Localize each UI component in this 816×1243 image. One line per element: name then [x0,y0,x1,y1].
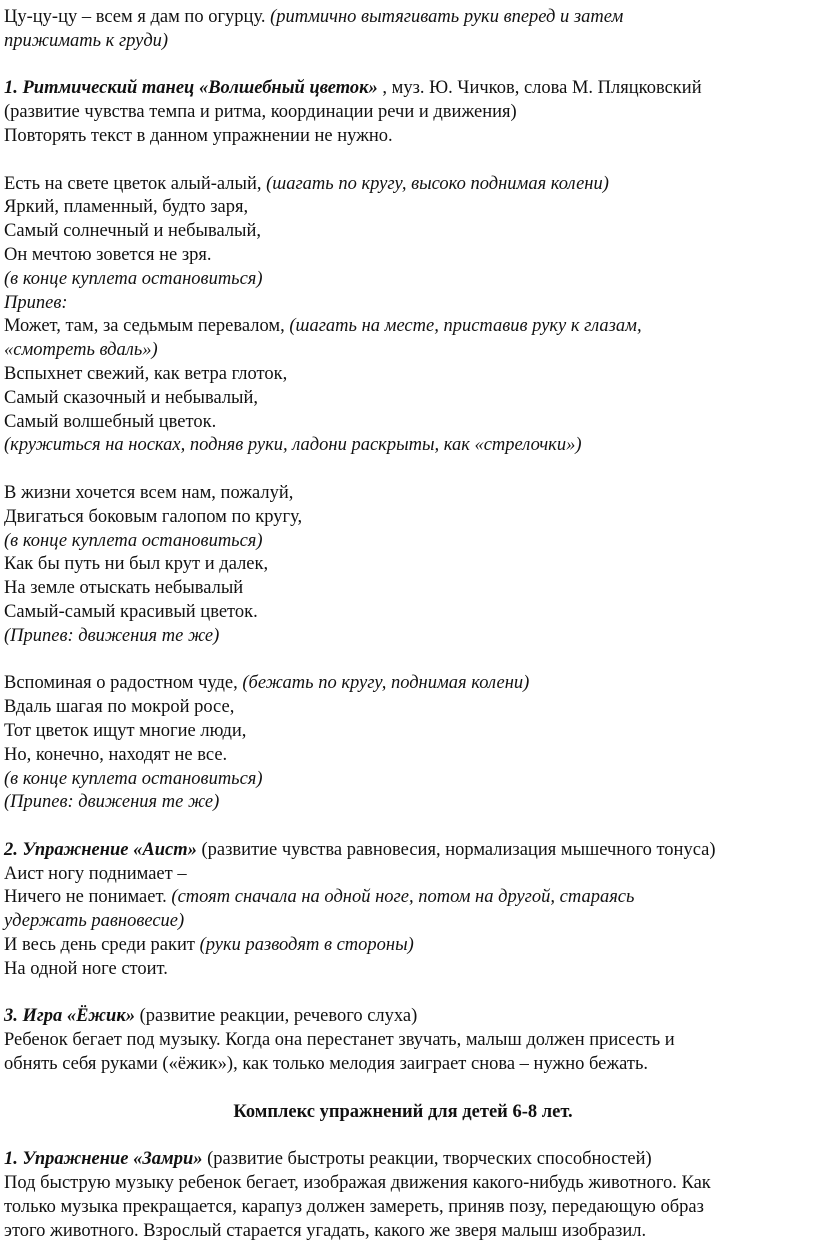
ex3-title: 3. Игра «Ёжик» [4,1006,135,1027]
ex1-title: 1. Ритмический танец «Волшебный цветок» [4,78,378,99]
verse2-line-1: В жизни хочется всем нам, пожалуй, [4,482,294,503]
verse2-line-5: Самый-самый красивый цветок. [4,601,258,622]
chorus-line-1 [4,315,802,339]
verse3-note: (бежать по кругу, поднимая колени) [242,673,530,694]
ex2-note-2: (руки разводят в стороны) [199,935,414,956]
verse2-stage-note-1: (в конце куплета остановиться) [4,530,263,551]
verse1-stage-note: (в конце куплета остановиться) [4,268,263,289]
verse3-stage-note-1: (в конце куплета остановиться) [4,768,263,789]
ex2-title: 2. Упражнение «Аист» [4,839,197,860]
ex2-text-2: И весь день среди ракит [4,935,200,956]
verse1-note: (шагать по кругу, высоко поднимая колени) [266,173,609,194]
ex3-line-2: обнять себя руками («ёжик»), как только мелодия заиграет снова – нужно бежать. [4,1054,649,1075]
verse1-text: Есть на свете цветок алый-алый, [4,173,267,194]
ex2-purpose: (развитие чувства равновесия, нормализация мышечного тонуса) [196,839,716,860]
section-title: Комплекс упражнений для детей 6-8 лет. [233,1101,573,1122]
ex2-note: (стоят сначала на одной ноге, потом на другой, стараясь [171,887,635,908]
ex2-line-5: На одной ноге стоит. [4,958,168,979]
ex1-credits: , муз. Ю. Чичков, слова М. Пляцковский [377,78,702,99]
chorus-stage-note: (кружиться на носках, подняв руки, ладони раскрыты, как «стрелочки») [4,435,582,456]
verse1-line-3: Самый солнечный и небывалый, [4,221,262,242]
intro-text: Цу-цу-цу – всем я дам по огурцу. [4,7,271,27]
chorus-line-3: Вспыхнет свежий, как ветра глоток, [4,363,288,384]
verse3-line-4: Но, конечно, находят не все. [4,744,228,765]
verse3-stage-note-2: (Припев: движения те же) [4,792,220,813]
ex2-heading [4,839,802,863]
ex1-instruction: Повторять текст в данном упражнении не нужно. [4,125,393,146]
chorus-line-5: Самый волшебный цветок. [4,411,217,432]
ex4-line-3: этого животного. Взрослый старается угадать, какого же зверя малыш изобразил. [4,1220,647,1241]
ex2-line-3: удержать равновесие) [4,911,185,932]
ex1-purpose: (развитие чувства темпа и ритма, координации речи и движения) [4,102,517,123]
ex4-line-1: Под быструю музыку ребенок бегает, изображая движения какого-нибудь животного. Как [4,1173,711,1194]
ex2-line-4 [4,934,802,958]
ex3-purpose: (развитие реакции, речевого слуха) [134,1006,418,1027]
chorus-note: (шагать на месте, приставив руку к глазам, [289,316,642,337]
ex2-text: Ничего не понимает. [4,887,172,908]
ex4-purpose: (развитие быстроты реакции, творческих способностей) [202,1149,652,1170]
verse3-line-3: Тот цветок ищут многие люди, [4,720,247,741]
verse2-line-4: На земле отыскать небывалый [4,578,244,599]
ex2-line-1: Аист ногу поднимает – [4,863,187,884]
ex4-title: 1. Упражнение «Замри» [4,1149,203,1170]
verse1-line-1 [4,173,802,197]
verse3-line-2: Вдаль шагая по мокрой росе, [4,697,235,718]
ex3-heading [4,1005,802,1029]
chorus-line-2: «смотреть вдаль») [4,340,158,361]
ex3-line-1: Ребенок бегает под музыку. Когда она перестанет звучать, малыш должен присесть и [4,1030,675,1051]
chorus-text: Может, там, за седьмым перевалом, [4,316,290,337]
verse3-text: Вспоминая о радостном чуде, [4,673,243,694]
intro-line-1 [4,6,802,30]
verse2-stage-note-2: (Припев: движения те же) [4,625,220,646]
ex2-line-2 [4,886,802,910]
verse3-line-1 [4,672,802,696]
verse1-line-2: Яркий, пламенный, будто заря, [4,197,249,218]
verse2-line-3: Как бы путь ни был крут и далек, [4,554,269,575]
ex1-heading [4,77,802,101]
intro-note: (ритмично вытягивать руки вперед и затем [270,7,624,27]
intro-line-2: прижимать к груди) [4,30,169,51]
ex4-heading [4,1148,802,1172]
ex4-line-2: только музыка прекращается, карапуз должен замереть, приняв позу, передающую образ [4,1196,704,1217]
chorus-line-4: Самый сказочный и небывалый, [4,387,259,408]
verse2-line-2: Двигаться боковым галопом по кругу, [4,506,303,527]
verse1-line-4: Он мечтою зовется не зря. [4,244,212,265]
chorus-label: Припев: [4,292,68,313]
